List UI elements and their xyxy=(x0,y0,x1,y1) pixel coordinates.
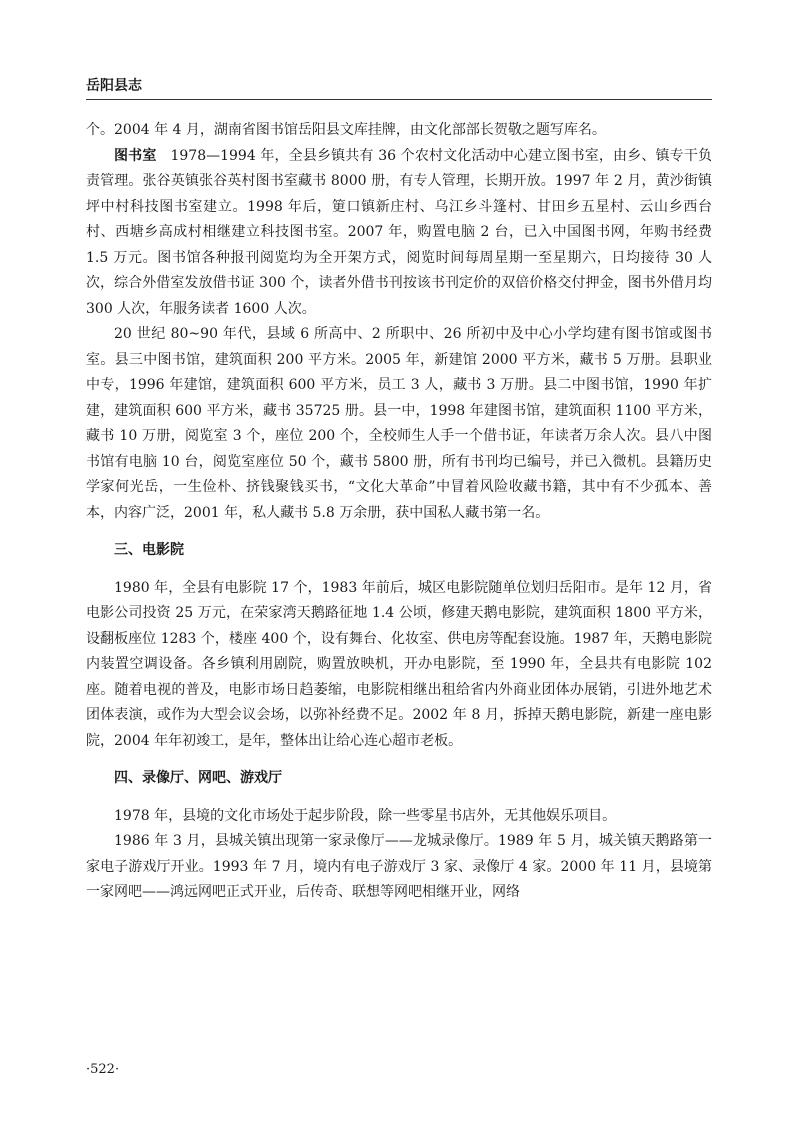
paragraph-video-halls: 1986 年 3 月，县城关镇出现第一家录像厅——龙城录像厅。1989 年 5 月，城关镇天鹅路第一家电子游戏厅开业。1993 年 7 月，境内有电子游戏厅 3 家、录像厅 4 家。2000 年 11 月，县境第一家网吧——鸿远网吧正式开业，后传奇、联想等网吧相继开业，网络 xyxy=(86,833,712,900)
paragraph-cinemas: 1980 年，全县有电影院 17 个，1983 年前后，城区电影院随单位划归岳阳市。是年 12 月，省电影公司投资 25 万元，在荣家湾天鹅路征地 1.4 公顷，修建天鹅电影院，建筑面积 1800 平方米，设翻板座位 1283 个，楼座 400 个，设有舞台、化妆室、供电房等配套设施。1987 年，天鹅电影院内装置空调设备。各乡镇利用剧院，购置放映机，开办电影院，至 1990 年，全县共有电影院 102 座。随着电视的普及，电影市场日趋萎缩，电影院相继出租给省内外商业团体办展销，引进外地艺术团体表演，或作为大型会议会场，以弥补经费不足。2002 年 8 月，拆掉天鹅电影院，新建一座电影院，2004 年年初竣工，是年，整体出让给心连心超市老板。 xyxy=(86,579,712,749)
running-header: 岳阳县志 xyxy=(86,78,142,94)
page-number: ·522· xyxy=(86,1062,120,1077)
paragraph-reading-rooms-text: 1978—1994 年，全县乡镇共有 36 个农村文化活动中心建立图书室，由乡、镇专干负责管理。张谷英镇张谷英村图书室藏书 8000 册，有专人管理，长期开放。1997 年 2 月，黄沙街镇坪中村科技图书室建立。1998 年后，筻口镇新庄村、乌江乡斗篷村、甘田乡五星村、云山乡西台村、西塘乡高成村相继建立科技图书室。2007 年，购置电脑 2 台，已入中国图书网，年购书经费 1.5 万元。图书馆各种报刊阅览均为全开架方式，阅览时间每周星期一至星期六，日均接待 30 人次，综合外借室发放借书证 300 个，读者外借书刊按该书刊定价的双倍价格交付押金，图书外借月均 300 人次，年服务读者 1600 人次。 xyxy=(86,147,713,317)
paragraph-school-libraries: 20 世纪 80~90 年代，县域 6 所高中、2 所职中、26 所初中及中心小学均建有图书馆或图书室。县三中图书馆，建筑面积 200 平方米。2005 年，新建馆 2000 平方米，藏书 5 万册。县职业中专，1996 年建馆，建筑面积 600 平方米，员工 3 人，藏书 3 万册。县二中图书馆，1990 年扩建，建筑面积 600 平方米，藏书 35725 册。县一中，1998 年建图书馆，建筑面积 1100 平方米，藏书 10 万册，阅览室 3 个，座位 200 个，全校师生人手一个借书证，年读者万余人次。县八中图书馆有电脑 10 台，阅览室座位 50 个，藏书 5800 册，所有书刊均已编号，并已入微机。县籍历史学家何光岳，一生俭朴、挤钱聚钱买书，“文化大革命”中冒着风险收藏书籍，其中有不少孤本、善本，内容广泛，2001 年，私人藏书 5.8 万余册，获中国私人藏书第一名。 xyxy=(86,326,712,521)
section-heading-cinemas: 三、电影院 xyxy=(114,542,184,558)
paragraph-continued: 个。2004 年 4 月，湖南省图书馆岳阳县文库挂牌，由文化部部长贺敬之题写库名。 xyxy=(86,122,606,138)
section-heading-video-halls: 四、录像厅、网吧、游戏厅 xyxy=(114,770,282,786)
paragraph-reading-rooms xyxy=(86,144,712,323)
page-body xyxy=(86,118,712,906)
term-reading-room: 图书室 xyxy=(114,147,157,164)
paragraph-market-1978: 1978 年，县境的文化市场处于起步阶段，除一些零星书店外，无其他娱乐项目。 xyxy=(114,807,617,824)
header-divider xyxy=(86,99,712,100)
